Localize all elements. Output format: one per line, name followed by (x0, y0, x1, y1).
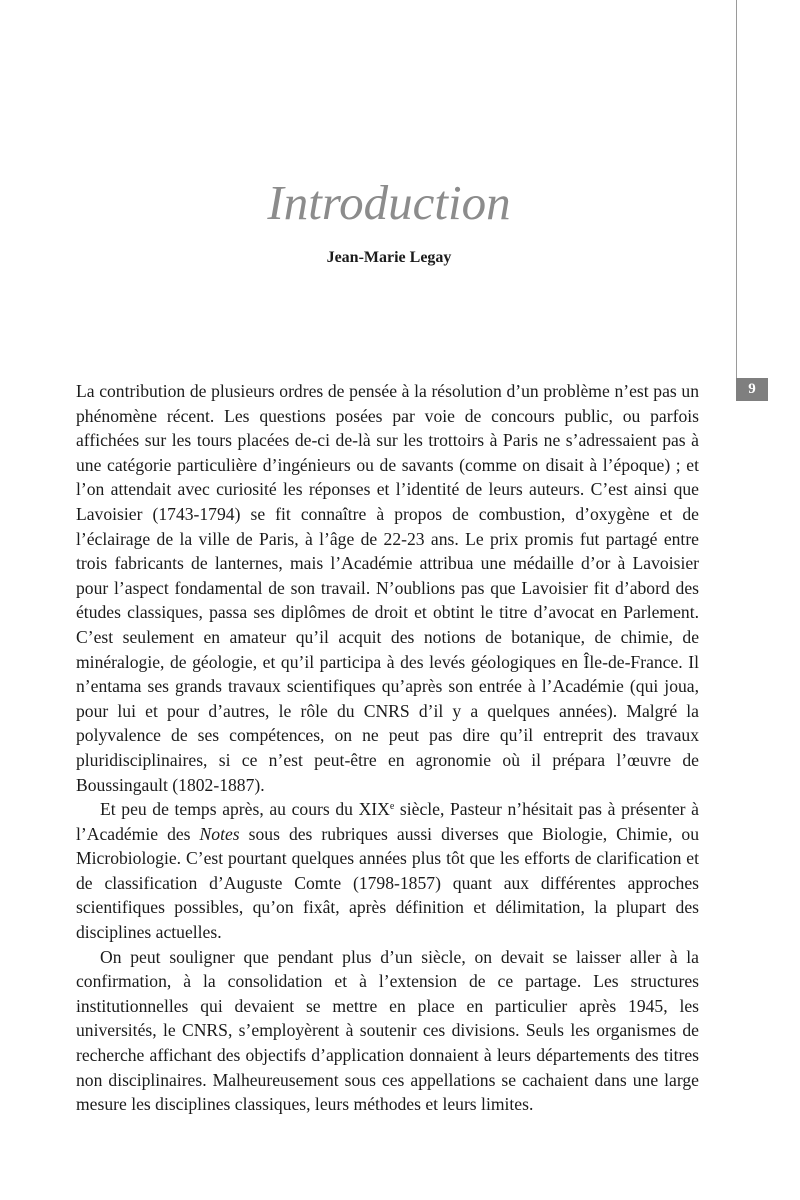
author-name: Jean-Marie Legay (326, 249, 452, 266)
paragraph-2-part-c: sous des rubriques aussi diverses que Biologie, Chimie, ou Microbiologie. C’est pourtant quelques années plus tôt que les efforts de clarification et de classification d’Auguste Comte (1798-1857) quant aux différentes approches scientifiques possibles, qu’on fixât, après définition et délimitation, la plupart des disciplines actuelles. (76, 823, 699, 943)
page-number: 9 (748, 381, 756, 397)
paragraph-2-part-b: siècle, Pasteur n’hésitait pas à présenter à l’Académie des (76, 799, 699, 844)
paragraph-2 (76, 797, 699, 945)
superscript-e: e (389, 801, 395, 813)
paragraph-2-part-a: Et peu de temps après, au cours du XIX (100, 799, 390, 820)
chapter-title: Introduction (267, 175, 511, 230)
italic-notes: Notes (199, 823, 240, 844)
page-number-tab (736, 378, 768, 401)
paragraph-1: La contribution de plusieurs ordres de pensée à la résolution d’un problème n’est pas un phénomène récent. Les questions posées par voie de concours public, ou parfois affichées sur les tours placées de-ci de-là sur les trottoirs à Paris ne s’adressaient pas à une catégorie particulière d’ingénieurs ou de savants (comme on disait à l’époque) ; et l’on attendait avec curiosité les réponses et l’identité de leurs auteurs. C’est ainsi que Lavoisier (1743-1794) se fit connaître à propos de combustion, d’oxygène et de l’éclairage de la ville de Paris, à l’âge de 22-23 ans. Le prix promis fut partagé entre trois fabricants de lanternes, mais l’Académie attribua une médaille d’or à Lavoisier pour l’aspect fondamental de son travail. N’oublions pas que Lavoisier fit d’abord des études classiques, passa ses diplômes de droit et obtint le titre d’avocat en Parlement. C’est seulement en amateur qu’il acquit des notions de botanique, de chimie, de minéralogie, de géologie, et qu’il participa à des levés géologiques en Île-de-France. Il n’entama ses grands travaux scientifiques qu’après son entrée à l’Académie (qui joua, pour lui et pour d’autres, le rôle du CNRS d’il y a quelques années). Malgré la polyvalence de ses compétences, on ne peut pas dire qu’il entreprit des travaux pluridisciplinaires, si ce n’est peut-être en agronomie où il prépara l’œuvre de Boussingault (1802-1887). (76, 381, 699, 795)
body-text (76, 379, 699, 1117)
paragraph-3: On peut souligner que pendant plus d’un siècle, on devait se laisser aller à la confirmation, à la consolidation et à l’extension de ce partage. Les structures institutionnelles qui devaient se mettre en place en particulier après 1945, les universités, le CNRS, s’employèrent à soutenir ces divisions. Seuls les organismes de recherche affichant des objectifs d’application donnaient à leurs départements des titres non disciplinaires. Malheureusement sous ces appellations se cachaient dans une large mesure les disciplines classiques, leurs méthodes et leurs limites. (76, 946, 699, 1115)
